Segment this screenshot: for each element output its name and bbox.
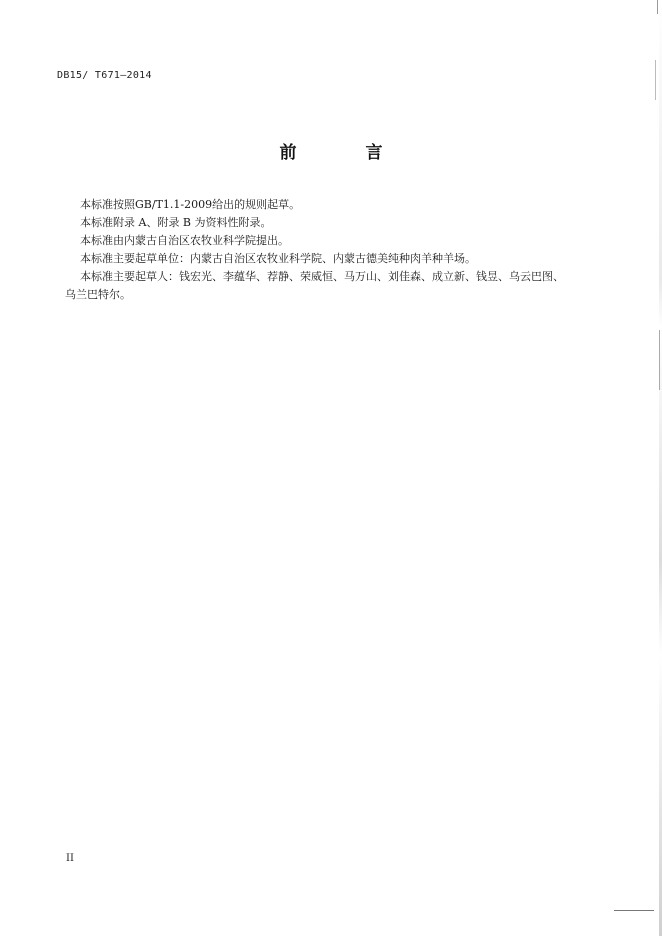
scan-mark-top: [657, 0, 658, 14]
scan-mark-middle: [659, 330, 660, 390]
paragraph-drafting-rules: 本标准按照GB/T1.1-2009给出的规则起草。: [80, 198, 301, 211]
standard-code: DB15/ T671—2014: [57, 70, 152, 81]
scan-mark-upper: [655, 60, 656, 100]
paragraph-appendix: 本标准附录 A、附录 B 为资料性附录。: [80, 216, 272, 229]
paragraph-proposer: 本标准由内蒙古自治区农牧业科学院提出。: [80, 234, 289, 247]
paragraph-drafting-units: 本标准主要起草单位：内蒙古自治区农牧业科学院、内蒙古德美纯种肉羊种羊场。: [80, 252, 476, 265]
foreword-body: [65, 196, 600, 304]
paragraph-drafters: 本标准主要起草人：钱宏光、李蕴华、荐静、荣威恒、马万山、刘佳森、成立新、钱昱、乌云巴图、: [80, 270, 564, 283]
paragraph-drafters-continuation: 乌兰巴特尔。: [65, 288, 131, 301]
scan-mark-bottom: [614, 910, 654, 911]
page-title: 前 言: [279, 143, 409, 163]
page-number: II: [66, 853, 74, 864]
